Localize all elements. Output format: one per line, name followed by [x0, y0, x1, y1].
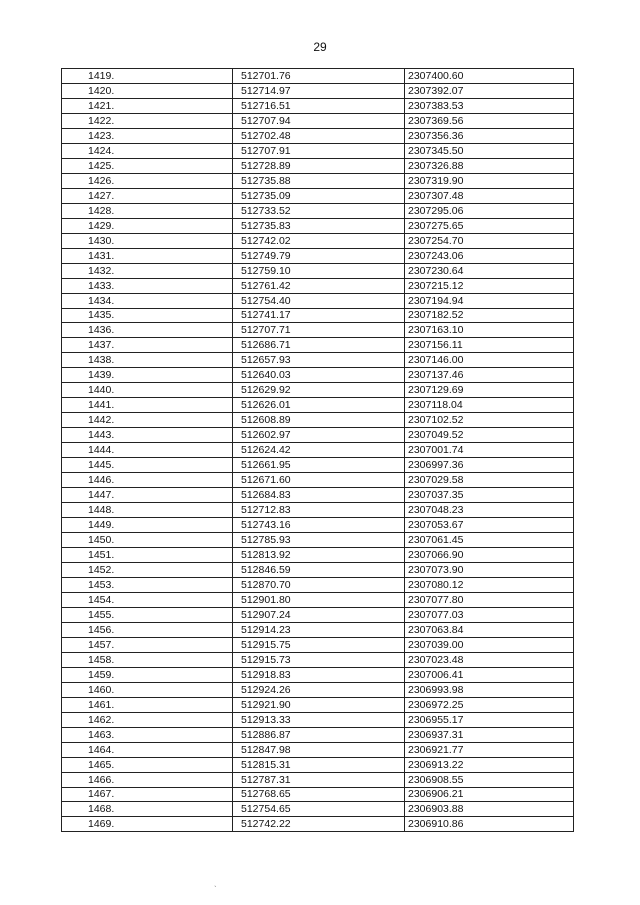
y-coordinate-cell: 2306993.98	[405, 682, 574, 697]
point-number-cell: 1437.	[62, 338, 233, 353]
point-number-cell: 1430.	[62, 233, 233, 248]
point-number-cell: 1463.	[62, 727, 233, 742]
table-row	[62, 158, 574, 173]
y-coordinate-cell: 2307383.53	[405, 98, 574, 113]
x-coordinate-cell: 512707.91	[233, 143, 405, 158]
y-coordinate-cell: 2307039.00	[405, 637, 574, 652]
point-number-cell: 1462.	[62, 712, 233, 727]
point-number-cell: 1443.	[62, 428, 233, 443]
point-number-cell: 1460.	[62, 682, 233, 697]
point-number-cell: 1458.	[62, 652, 233, 667]
y-coordinate-cell: 2307194.94	[405, 293, 574, 308]
point-number-cell: 1441.	[62, 398, 233, 413]
y-coordinate-cell: 2307073.90	[405, 562, 574, 577]
y-coordinate-cell: 2307037.35	[405, 488, 574, 503]
point-number-cell: 1423.	[62, 128, 233, 143]
table-row	[62, 787, 574, 802]
x-coordinate-cell: 512743.16	[233, 518, 405, 533]
page-number: 29	[313, 40, 327, 54]
y-coordinate-cell: 2307369.56	[405, 113, 574, 128]
point-number-cell: 1435.	[62, 308, 233, 323]
x-coordinate-cell: 512602.97	[233, 428, 405, 443]
x-coordinate-cell: 512640.03	[233, 368, 405, 383]
y-coordinate-cell: 2306997.36	[405, 458, 574, 473]
table-row	[62, 428, 574, 443]
y-coordinate-cell: 2307063.84	[405, 622, 574, 637]
table-row	[62, 712, 574, 727]
y-coordinate-cell: 2307295.06	[405, 203, 574, 218]
point-number-cell: 1447.	[62, 488, 233, 503]
point-number-cell: 1449.	[62, 518, 233, 533]
table-row	[62, 697, 574, 712]
table-row	[62, 143, 574, 158]
y-coordinate-cell: 2307182.52	[405, 308, 574, 323]
table-row	[62, 637, 574, 652]
point-number-cell: 1426.	[62, 173, 233, 188]
table-row	[62, 203, 574, 218]
point-number-cell: 1461.	[62, 697, 233, 712]
table-row	[62, 413, 574, 428]
point-number-cell: 1433.	[62, 278, 233, 293]
x-coordinate-cell: 512924.26	[233, 682, 405, 697]
point-number-cell: 1419.	[62, 69, 233, 84]
y-coordinate-cell: 2307102.52	[405, 413, 574, 428]
coordinate-table	[61, 68, 574, 832]
x-coordinate-cell: 512761.42	[233, 278, 405, 293]
point-number-cell: 1451.	[62, 548, 233, 563]
table-row	[62, 368, 574, 383]
table-row	[62, 577, 574, 592]
x-coordinate-cell: 512886.87	[233, 727, 405, 742]
y-coordinate-cell: 2307061.45	[405, 533, 574, 548]
y-coordinate-cell: 2307029.58	[405, 473, 574, 488]
table-row	[62, 562, 574, 577]
y-coordinate-cell: 2307118.04	[405, 398, 574, 413]
x-coordinate-cell: 512870.70	[233, 577, 405, 592]
y-coordinate-cell: 2307129.69	[405, 383, 574, 398]
x-coordinate-cell: 512707.94	[233, 113, 405, 128]
table-row	[62, 323, 574, 338]
footer-mark: `	[214, 885, 217, 894]
x-coordinate-cell: 512907.24	[233, 607, 405, 622]
table-row	[62, 233, 574, 248]
table-row	[62, 338, 574, 353]
x-coordinate-cell: 512759.10	[233, 263, 405, 278]
y-coordinate-cell: 2307006.41	[405, 667, 574, 682]
table-row	[62, 607, 574, 622]
y-coordinate-cell: 2307001.74	[405, 443, 574, 458]
x-coordinate-cell: 512915.73	[233, 652, 405, 667]
y-coordinate-cell: 2307275.65	[405, 218, 574, 233]
table-row	[62, 533, 574, 548]
table-row	[62, 383, 574, 398]
table-row	[62, 218, 574, 233]
point-number-cell: 1427.	[62, 188, 233, 203]
point-number-cell: 1424.	[62, 143, 233, 158]
y-coordinate-cell: 2306913.22	[405, 757, 574, 772]
point-number-cell: 1445.	[62, 458, 233, 473]
table-row	[62, 69, 574, 84]
y-coordinate-cell: 2307146.00	[405, 353, 574, 368]
x-coordinate-cell: 512629.92	[233, 383, 405, 398]
table-row	[62, 398, 574, 413]
table-row	[62, 682, 574, 697]
x-coordinate-cell: 512735.83	[233, 218, 405, 233]
y-coordinate-cell: 2306972.25	[405, 697, 574, 712]
x-coordinate-cell: 512728.89	[233, 158, 405, 173]
table-row	[62, 802, 574, 817]
table-row	[62, 622, 574, 637]
point-number-cell: 1469.	[62, 817, 233, 832]
point-number-cell: 1432.	[62, 263, 233, 278]
y-coordinate-cell: 2307077.80	[405, 592, 574, 607]
point-number-cell: 1429.	[62, 218, 233, 233]
x-coordinate-cell: 512714.97	[233, 83, 405, 98]
y-coordinate-cell: 2306910.86	[405, 817, 574, 832]
x-coordinate-cell: 512716.51	[233, 98, 405, 113]
x-coordinate-cell: 512657.93	[233, 353, 405, 368]
x-coordinate-cell: 512741.17	[233, 308, 405, 323]
x-coordinate-cell: 512768.65	[233, 787, 405, 802]
table-row	[62, 473, 574, 488]
y-coordinate-cell: 2307137.46	[405, 368, 574, 383]
x-coordinate-cell: 512787.31	[233, 772, 405, 787]
y-coordinate-cell: 2307345.50	[405, 143, 574, 158]
y-coordinate-cell: 2307326.88	[405, 158, 574, 173]
x-coordinate-cell: 512684.83	[233, 488, 405, 503]
table-row	[62, 98, 574, 113]
x-coordinate-cell: 512921.90	[233, 697, 405, 712]
y-coordinate-cell: 2306906.21	[405, 787, 574, 802]
x-coordinate-cell: 512914.23	[233, 622, 405, 637]
point-number-cell: 1448.	[62, 503, 233, 518]
table-row	[62, 293, 574, 308]
y-coordinate-cell: 2306908.55	[405, 772, 574, 787]
table-row	[62, 817, 574, 832]
table-row	[62, 548, 574, 563]
point-number-cell: 1442.	[62, 413, 233, 428]
x-coordinate-cell: 512742.22	[233, 817, 405, 832]
table-row	[62, 173, 574, 188]
x-coordinate-cell: 512754.40	[233, 293, 405, 308]
point-number-cell: 1468.	[62, 802, 233, 817]
x-coordinate-cell: 512702.48	[233, 128, 405, 143]
x-coordinate-cell: 512624.42	[233, 443, 405, 458]
point-number-cell: 1422.	[62, 113, 233, 128]
x-coordinate-cell: 512686.71	[233, 338, 405, 353]
point-number-cell: 1466.	[62, 772, 233, 787]
point-number-cell: 1440.	[62, 383, 233, 398]
table-row	[62, 757, 574, 772]
x-coordinate-cell: 512815.31	[233, 757, 405, 772]
point-number-cell: 1455.	[62, 607, 233, 622]
y-coordinate-cell: 2307319.90	[405, 173, 574, 188]
y-coordinate-cell: 2307163.10	[405, 323, 574, 338]
x-coordinate-cell: 512735.88	[233, 173, 405, 188]
point-number-cell: 1452.	[62, 562, 233, 577]
y-coordinate-cell: 2306921.77	[405, 742, 574, 757]
x-coordinate-cell: 512626.01	[233, 398, 405, 413]
point-number-cell: 1436.	[62, 323, 233, 338]
point-number-cell: 1439.	[62, 368, 233, 383]
y-coordinate-cell: 2307392.07	[405, 83, 574, 98]
point-number-cell: 1431.	[62, 248, 233, 263]
x-coordinate-cell: 512785.93	[233, 533, 405, 548]
table-row	[62, 113, 574, 128]
table-row	[62, 772, 574, 787]
x-coordinate-cell: 512847.98	[233, 742, 405, 757]
table-row	[62, 652, 574, 667]
table-row	[62, 592, 574, 607]
table-row	[62, 742, 574, 757]
y-coordinate-cell: 2307230.64	[405, 263, 574, 278]
y-coordinate-cell: 2307243.06	[405, 248, 574, 263]
point-number-cell: 1457.	[62, 637, 233, 652]
point-number-cell: 1434.	[62, 293, 233, 308]
y-coordinate-cell: 2307066.90	[405, 548, 574, 563]
y-coordinate-cell: 2307049.52	[405, 428, 574, 443]
x-coordinate-cell: 512701.76	[233, 69, 405, 84]
point-number-cell: 1453.	[62, 577, 233, 592]
y-coordinate-cell: 2307048.23	[405, 503, 574, 518]
table-row	[62, 488, 574, 503]
table-row	[62, 83, 574, 98]
x-coordinate-cell: 512712.83	[233, 503, 405, 518]
y-coordinate-cell: 2307156.11	[405, 338, 574, 353]
table-row	[62, 503, 574, 518]
table-row	[62, 248, 574, 263]
point-number-cell: 1425.	[62, 158, 233, 173]
x-coordinate-cell: 512754.65	[233, 802, 405, 817]
table-row	[62, 458, 574, 473]
x-coordinate-cell: 512735.09	[233, 188, 405, 203]
point-number-cell: 1446.	[62, 473, 233, 488]
table-row	[62, 188, 574, 203]
point-number-cell: 1459.	[62, 667, 233, 682]
point-number-cell: 1438.	[62, 353, 233, 368]
table-row	[62, 353, 574, 368]
table-row	[62, 128, 574, 143]
x-coordinate-cell: 512733.52	[233, 203, 405, 218]
point-number-cell: 1467.	[62, 787, 233, 802]
point-number-cell: 1450.	[62, 533, 233, 548]
x-coordinate-cell: 512749.79	[233, 248, 405, 263]
x-coordinate-cell: 512608.89	[233, 413, 405, 428]
point-number-cell: 1444.	[62, 443, 233, 458]
x-coordinate-cell: 512742.02	[233, 233, 405, 248]
y-coordinate-cell: 2307254.70	[405, 233, 574, 248]
y-coordinate-cell: 2307400.60	[405, 69, 574, 84]
table-row	[62, 443, 574, 458]
y-coordinate-cell: 2307080.12	[405, 577, 574, 592]
y-coordinate-cell: 2306955.17	[405, 712, 574, 727]
y-coordinate-cell: 2307356.36	[405, 128, 574, 143]
point-number-cell: 1421.	[62, 98, 233, 113]
point-number-cell: 1454.	[62, 592, 233, 607]
table-row	[62, 263, 574, 278]
x-coordinate-cell: 512915.75	[233, 637, 405, 652]
point-number-cell: 1464.	[62, 742, 233, 757]
table-row	[62, 667, 574, 682]
y-coordinate-cell: 2306903.88	[405, 802, 574, 817]
y-coordinate-cell: 2307307.48	[405, 188, 574, 203]
x-coordinate-cell: 512918.83	[233, 667, 405, 682]
y-coordinate-cell: 2307023.48	[405, 652, 574, 667]
table-row	[62, 518, 574, 533]
x-coordinate-cell: 512671.60	[233, 473, 405, 488]
y-coordinate-cell: 2307053.67	[405, 518, 574, 533]
x-coordinate-cell: 512707.71	[233, 323, 405, 338]
point-number-cell: 1465.	[62, 757, 233, 772]
point-number-cell: 1420.	[62, 83, 233, 98]
table-row	[62, 278, 574, 293]
x-coordinate-cell: 512913.33	[233, 712, 405, 727]
x-coordinate-cell: 512661.95	[233, 458, 405, 473]
point-number-cell: 1428.	[62, 203, 233, 218]
table-row	[62, 727, 574, 742]
y-coordinate-cell: 2306937.31	[405, 727, 574, 742]
point-number-cell: 1456.	[62, 622, 233, 637]
x-coordinate-cell: 512846.59	[233, 562, 405, 577]
y-coordinate-cell: 2307215.12	[405, 278, 574, 293]
y-coordinate-cell: 2307077.03	[405, 607, 574, 622]
x-coordinate-cell: 512901.80	[233, 592, 405, 607]
x-coordinate-cell: 512813.92	[233, 548, 405, 563]
table-row	[62, 308, 574, 323]
coordinate-table-body	[62, 69, 574, 832]
